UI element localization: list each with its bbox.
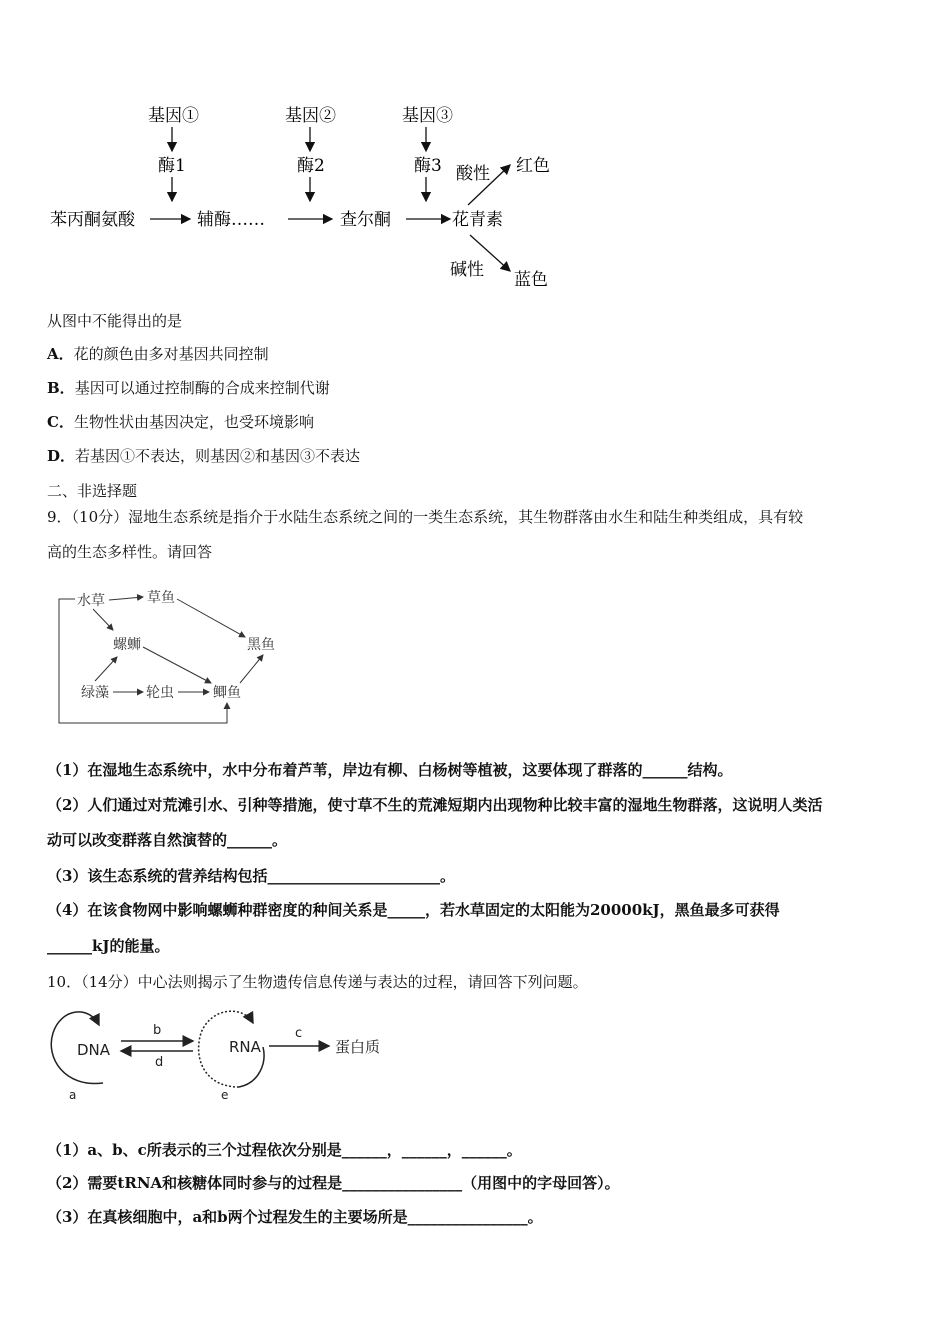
food-web-blackcarp: 黑鱼 — [247, 637, 275, 653]
label-b: b — [153, 1023, 162, 1038]
food-web-waterweed: 水草 — [77, 593, 105, 609]
q9-sub3: （3）该生态系统的营养结构包括_______________________。 — [47, 867, 455, 885]
q9-sub1: （1）在湿地生态系统中，水中分布着芦苇，岸边有柳、白杨树等植被，这要体现了群落的______结构。 — [47, 761, 733, 779]
option-label: A． — [47, 345, 74, 363]
gene-1-label: 基因① — [148, 106, 199, 126]
blue-label: 蓝色 — [514, 270, 548, 290]
protein-label: 蛋白质 — [335, 1038, 381, 1056]
gene-2-label: 基因② — [285, 106, 336, 126]
q8-option-d — [47, 446, 360, 466]
q10-sub3: （3）在真核细胞中，a和b两个过程发生的主要场所是________________。 — [47, 1208, 543, 1226]
option-text: 生物性状由基因决定，也受环境影响 — [73, 413, 314, 431]
q8-option-c — [47, 412, 314, 432]
edge-algae-snail — [95, 657, 117, 681]
option-text: 基因可以通过控制酶的合成来控制代谢 — [74, 379, 330, 397]
gene-3-label: 基因③ — [402, 106, 453, 126]
q9-intro-line2: 高的生态多样性。请回答 — [47, 543, 213, 561]
phenylalanine-label: 苯丙酮氨酸 — [50, 210, 135, 230]
edge-snail-crucian — [143, 647, 211, 683]
food-web-rotifer: 轮虫 — [146, 685, 174, 701]
acidic-label: 酸性 — [456, 164, 490, 184]
label-a: a — [69, 1088, 77, 1102]
label-e: e — [221, 1088, 229, 1102]
q10-sub2: （2）需要tRNA和核糖体同时参与的过程是________________（用图中的字母回答）。 — [47, 1174, 620, 1192]
label-c: c — [295, 1026, 303, 1041]
q9-sub4-line1: （4）在该食物网中影响螺蛳种群密度的种间关系是_____，若水草固定的太阳能为20000kJ，黑鱼最多可获得 — [47, 901, 780, 919]
red-label: 红色 — [516, 156, 550, 176]
dna-label: DNA — [77, 1041, 111, 1059]
section-heading: 二、非选择题 — [47, 482, 138, 500]
edge-waterweed-snail — [93, 609, 113, 630]
enzyme-2-label: 酶2 — [297, 156, 325, 176]
alkaline-label: 碱性 — [450, 260, 484, 280]
chalcone-label: 查尔酮 — [340, 210, 391, 230]
enzyme-1-label: 酶1 — [158, 156, 186, 176]
option-text: 若基因①不表达，则基因②和基因③不表达 — [75, 447, 361, 465]
food-web-diagram — [55, 585, 295, 730]
option-label: C． — [47, 413, 74, 431]
edge-waterweed-grasscarp — [109, 597, 143, 600]
q8-option-b — [47, 378, 330, 398]
rna-label: RNA — [229, 1038, 261, 1056]
q9-intro-line1: 9．（10分）湿地生态系统是指介于水陆生态系统之间的一类生态系统，其生物群落由水生和陆生种类组成，具有较 — [47, 508, 804, 526]
food-web-snail: 螺蛳 — [113, 637, 141, 653]
edge-crucian-blackcarp — [240, 655, 263, 683]
food-web-algae: 绿藻 — [81, 685, 109, 701]
q9-sub2-line2: 动可以改变群落自然演替的______。 — [47, 831, 288, 849]
q9-sub4-line2: ______kJ的能量。 — [47, 937, 170, 955]
enzyme-3-label: 酶3 — [414, 156, 442, 176]
label-d: d — [155, 1055, 164, 1070]
gene-pathway-diagram — [40, 95, 580, 295]
edge-grasscarp-blackcarp — [177, 599, 245, 637]
option-label: B． — [47, 379, 75, 397]
q9-sub2-line1: （2）人们通过对荒滩引水、引种等措施，使寸草不生的荒滩短期内出现物种比较丰富的湿地生物群落，这说明人类活 — [47, 796, 823, 814]
food-web-crucian: 鲫鱼 — [213, 685, 241, 701]
q10-sub1: （1）a、b、c所表示的三个过程依次分别是______，______，______。 — [47, 1141, 522, 1159]
coenzyme-label: 辅酶…… — [197, 210, 265, 230]
option-text: 花的颜色由多对基因共同控制 — [73, 345, 269, 363]
q8-option-a — [47, 344, 269, 364]
q8-stem: 从图中不能得出的是 — [47, 312, 183, 330]
central-dogma-diagram — [45, 1003, 405, 1108]
option-label: D． — [47, 447, 76, 465]
anthocyanin-label: 花青素 — [452, 210, 503, 230]
edge-waterweed-crucian — [59, 599, 227, 723]
food-web-grasscarp: 草鱼 — [147, 590, 175, 606]
q10-intro: 10．（14分）中心法则揭示了生物遗传信息传递与表达的过程，请回答下列问题。 — [47, 973, 588, 991]
